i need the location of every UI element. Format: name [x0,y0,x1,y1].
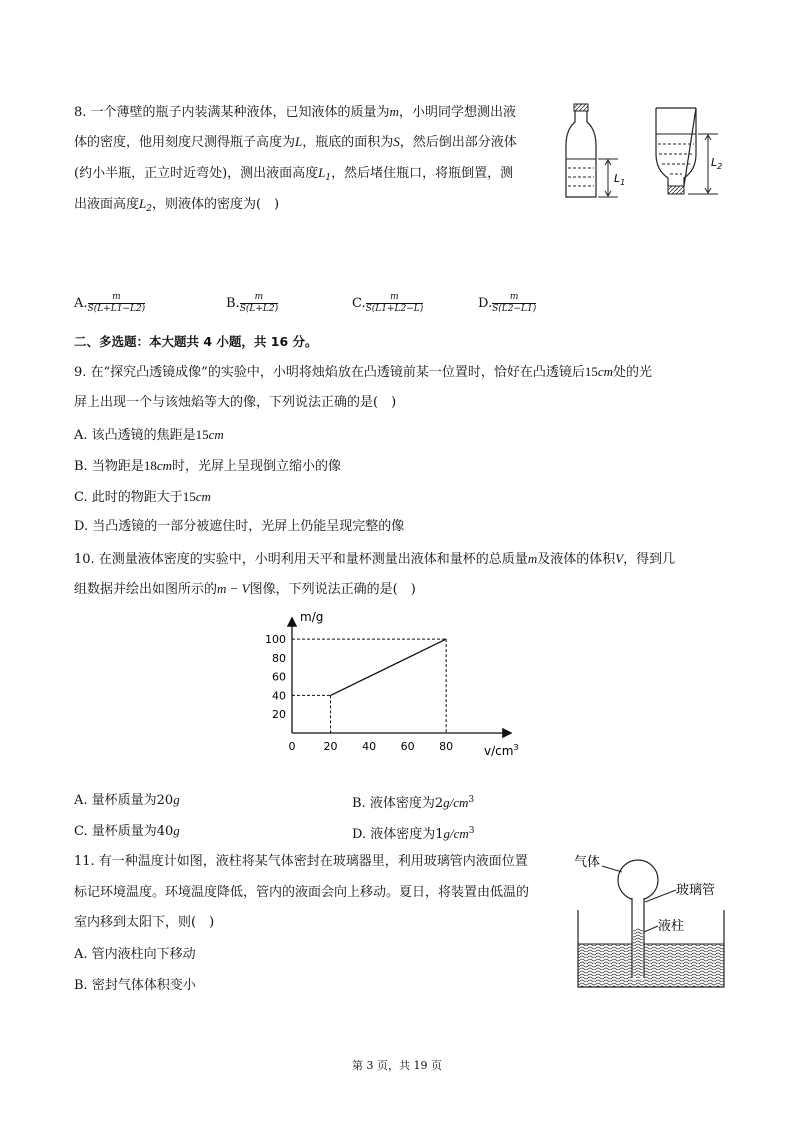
x-tick-label: 60 [400,740,415,753]
series-line [331,639,447,695]
upright-bottle [566,104,625,197]
q10-option-a[interactable]: A. 量杯质量为20g [74,792,180,808]
q8-option-d[interactable]: D. $\frac{m}{S(L2-L1)}$ [478,292,537,314]
q8-option-b[interactable]: B. $\frac{m}{S(L+L2)}$ [226,292,279,314]
q10-line-2: 组数据并绘出如图所示的m − V图像，下列说法正确的是( ) [74,581,416,597]
inverted-bottle [656,108,722,194]
q10-option-c[interactable]: C. 量杯质量为40g [74,823,180,839]
x-tick-label: 20 [323,740,338,753]
q8-bottle-figure [558,100,738,205]
q8-option-c[interactable]: C. $\frac{m}{S(L1+L2-L)}$ [352,292,424,314]
page-footer: 第 3 页，共 19 页 [352,1059,442,1072]
section-heading: 二、多选题：本大题共 4 小题，共 16 分。 [74,334,318,349]
x-tick-label: 80 [439,740,454,753]
q11-line-3: 室内移到太阳下，则( ) [74,915,215,930]
y-tick-label: 60 [272,670,286,684]
q8-line-4: 出液面高度$L_2$，则液体的密度为( ) [74,196,280,214]
q9-option-d[interactable]: D. 当凸透镜的一部分被遮住时，光屏上仍能呈现完整的像 [74,519,405,534]
q8-line-3: (约小半瓶，正立时近弯处)，测出液面高度$L_1$，然后堵住瓶口，将瓶倒置，测 [74,165,514,183]
svg-text:L2: $L_2$ [711,156,723,171]
q9-option-c[interactable]: C. 此时的物距大于15cm [74,489,211,505]
y-tick-label: 20 [272,708,286,722]
y-axis-label: m/g [300,610,324,624]
x-axis-label: $v/cm^3$ [484,743,519,758]
y-tick-label: 100 [265,633,286,647]
q11-option-b[interactable]: B. 密封气体体积变小 [74,978,196,993]
q8-line-2: 体的密度，他用刻度尺测得瓶子高度为L，瓶底的面积为S，然后倒出部分液体 [74,134,517,150]
label-liquid: 液柱 [658,919,685,934]
q8-line-1: 8. 一个薄壁的瓶子内装满某种液体，已知液体的质量为m，小明同学想测出液 [74,104,516,120]
q11-line-1: 11. 有一种温度计如图，液柱将某气体密封在玻璃器里，利用玻璃管内液面位置 [74,854,528,869]
q9-line-2: 屏上出现一个与该烛焰等大的像，下列说法正确的是( ) [74,395,397,410]
svg-text:L1: $L_1$ [614,172,626,187]
q8-option-a[interactable]: A. $\frac{m}{S(L+L1-L2)}$ [74,292,146,314]
q10-line-1: 10. 在测量液体密度的实验中，小明利用天平和量杯测量出液体和量杯的总质量m及液体的体积V，得到几 [74,551,676,567]
q9-option-a[interactable]: A. 该凸透镜的焦距是15cm [74,427,224,443]
label-tube: 玻璃管 [676,883,716,898]
x-tick-label: 40 [362,740,377,753]
q11-thermometer-figure [572,850,732,990]
q9-line-1: 9. 在“探究凸透镜成像”的实验中，小明将烛焰放在凸透镜前某一位置时，恰好在凸透镜后15cm处的光 [74,364,653,380]
q11-option-a[interactable]: A. 管内液柱向下移动 [74,947,196,962]
q10-option-b[interactable]: B. 液体密度为$2g/cm^3$ [352,795,475,811]
label-gas: 气体 [574,855,601,870]
y-tick-label: 40 [272,689,286,703]
y-tick-label: 80 [272,651,286,665]
mv-chart [262,600,542,760]
x-tick-label: 0 [288,740,296,753]
q9-option-b[interactable]: B. 当物距是18cm时，光屏上呈现倒立缩小的像 [74,458,342,474]
q11-line-2: 标记环境温度。环境温度降低，管内的液面会向上移动。夏日，将装置由低温的 [74,885,530,900]
q10-option-d[interactable]: D. 液体密度为$1g/cm^3$ [352,826,475,842]
